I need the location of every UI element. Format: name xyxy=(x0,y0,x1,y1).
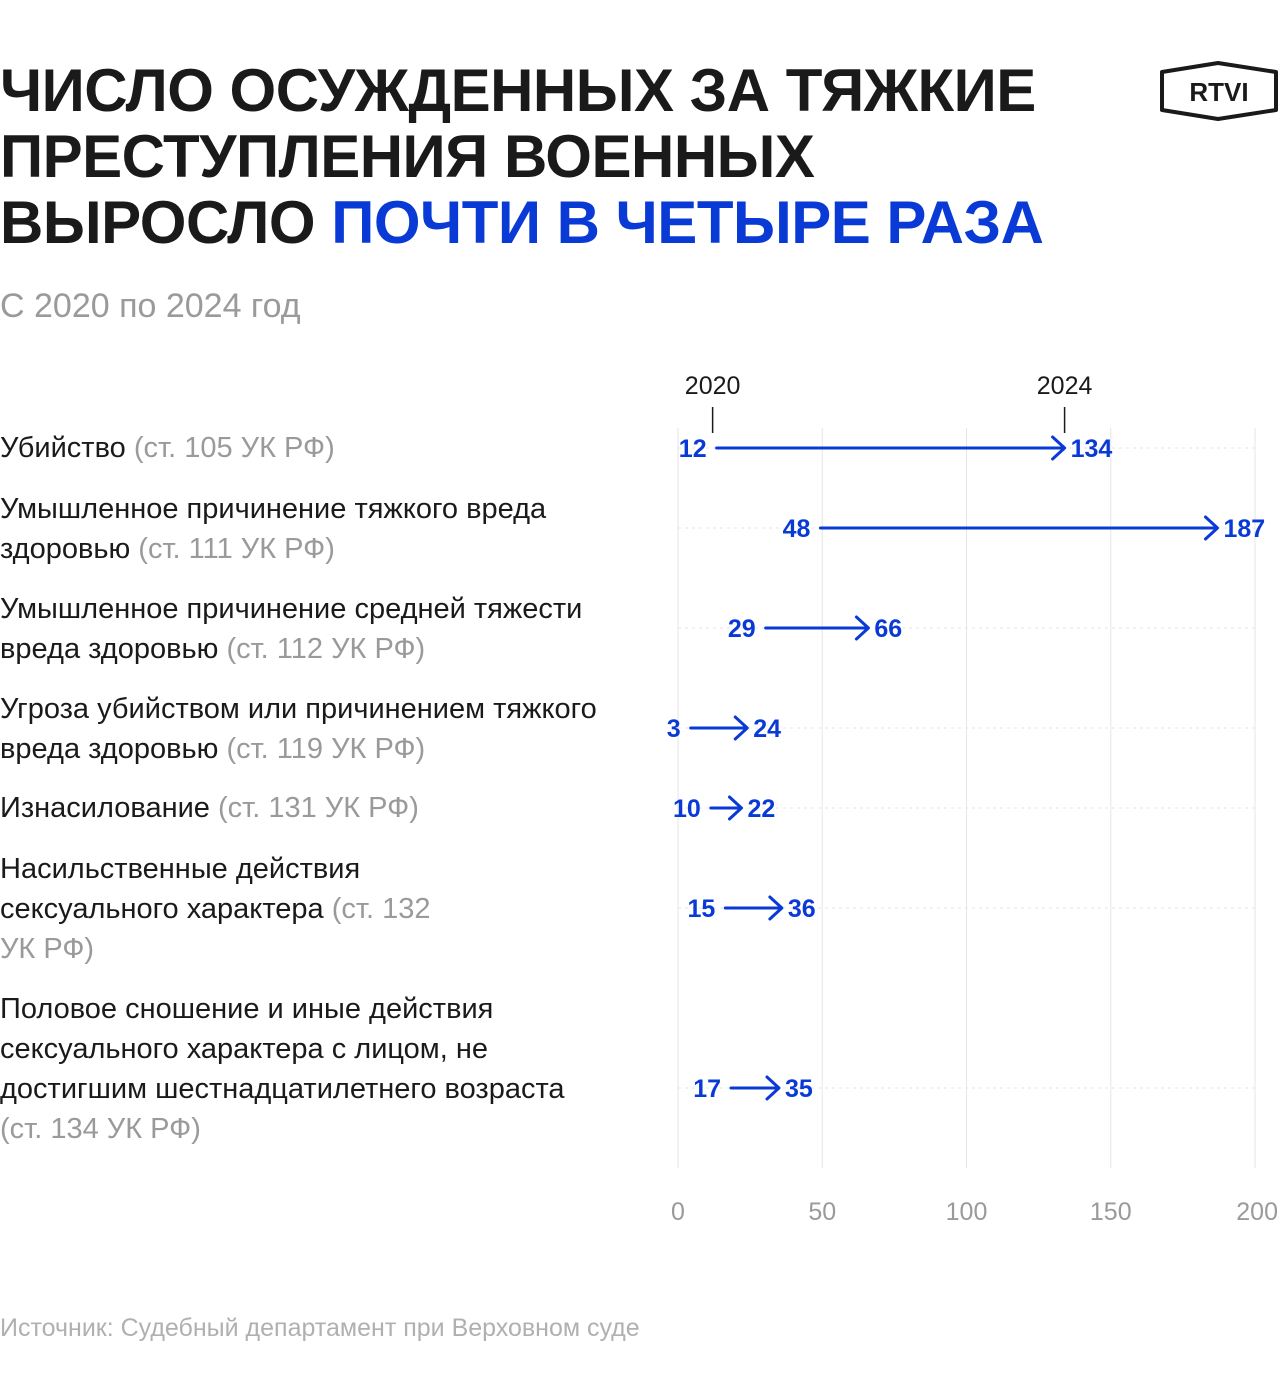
end-value-label: 24 xyxy=(753,715,782,743)
start-value-label: 10 xyxy=(673,795,701,823)
row-label-1-article: (ст. 105 УК РФ) xyxy=(133,432,335,464)
x-tick-label: 150 xyxy=(1089,1198,1132,1226)
row-label-2-text: Умышленное причинение тяжкого вреда здоровью xyxy=(0,493,547,565)
year-marker-label: 2024 xyxy=(1036,372,1093,400)
start-value-label: 12 xyxy=(678,435,707,463)
logo-text: RTVI xyxy=(1189,77,1249,107)
start-value-label: 29 xyxy=(727,615,756,643)
end-value-label: 35 xyxy=(784,1075,813,1103)
row-label-7-article: (ст. 134 УК РФ) xyxy=(0,1113,201,1145)
row-label-4-article: (ст. 119 УК РФ) xyxy=(226,733,426,765)
row-label-6-article: (ст. 132 УК РФ) xyxy=(0,893,431,965)
end-value-label: 36 xyxy=(787,895,816,923)
title-accent: ПОЧТИ В ЧЕТЫРЕ РАЗА xyxy=(331,189,1044,256)
start-value-label: 17 xyxy=(693,1075,722,1103)
x-tick-label: 50 xyxy=(808,1198,837,1226)
end-value-label: 22 xyxy=(747,795,776,823)
source-note: Источник: Судебный департамент при Верховном суде xyxy=(0,1314,640,1342)
row-label-5-article: (ст. 131 УК РФ) xyxy=(217,792,419,824)
x-tick-label: 0 xyxy=(671,1198,685,1226)
row-label-4-text: Угроза убийством или причинением тяжкого вреда здоровью xyxy=(0,693,597,765)
row-label-5-text: Изнасилование xyxy=(0,792,210,824)
chart-subtitle: С 2020 по 2024 год xyxy=(0,287,301,325)
start-value-label: 3 xyxy=(666,715,681,743)
row-label-3-text: Умышленное причинение средней тяжести вреда здоровью xyxy=(0,593,583,665)
end-value-label: 66 xyxy=(874,615,903,643)
title-line-2: ПРЕСТУПЛЕНИЯ ВОЕННЫХ xyxy=(0,123,815,190)
row-label-7-text: Половое сношение и иные действия сексуального характера с лицом, не достигшим шестнадцатилетнего возраста xyxy=(0,993,565,1105)
x-tick-label: 100 xyxy=(945,1198,988,1226)
row-label-3-article: (ст. 112 УК РФ) xyxy=(226,633,426,665)
x-tick-label: 200 xyxy=(1236,1198,1278,1226)
row-label-2-article: (ст. 111 УК РФ) xyxy=(138,533,335,565)
end-value-label: 134 xyxy=(1070,435,1113,463)
title-line-3-plain: ВЫРОСЛО xyxy=(0,189,332,256)
title-line-1: ЧИСЛО ОСУЖДЕННЫХ ЗА ТЯЖКИЕ xyxy=(0,57,1036,124)
end-value-label: 187 xyxy=(1223,515,1266,543)
row-label-6-text: Насильственные действия сексуального характера xyxy=(0,853,361,925)
start-value-label: 15 xyxy=(687,895,716,923)
row-label-1-text: Убийство xyxy=(0,432,126,464)
year-marker-label: 2020 xyxy=(684,372,741,400)
start-value-label: 48 xyxy=(782,515,811,543)
